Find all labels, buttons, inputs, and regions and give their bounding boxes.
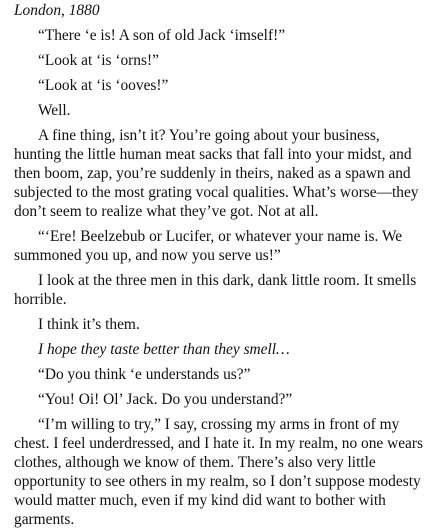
paragraph: “Do you think ‘e understands us?” [38,366,251,383]
paragraph: “‘Ere! Beelzebub or Lucifer, or whatever your name is. We summoned you up, and now you serve us!” [14,228,403,264]
italic-thought-paragraph: I hope they taste better than they smell… [38,341,290,358]
paragraph: “You! Oi! Ol’ Jack. Do you understand?” [38,391,293,408]
paragraph: “I’m willing to try,” I say, crossing my arms in front of my chest. I feel underdressed, and I hate it. In my realm, no one wears clothes, although we know of them. There’s also very little opportunity to see others in my realm, so I don’t suppose modesty would matter much, even if my kind did want to bother with garments. [14,416,423,528]
paragraph: Well. [38,102,71,119]
paragraph: “Look at ‘is ‘orns!” [38,52,159,69]
chapter-heading: London, 1880 [14,2,100,19]
paragraph: A fine thing, isn’t it? You’re going about your business, hunting the little human meat sacks that fall into your midst, and then boom, zap, you’re suddenly in theirs, naked as a spawn and subjected to the most grating vocal qualities. What’s worse—they don’t seem to realize what they’ve got. Not at all. [14,127,419,220]
paragraph: “There ‘e is! A son of old Jack ‘imself!” [38,27,286,44]
paragraph: I think it’s them. [38,316,140,333]
paragraph: “Look at ‘is ‘ooves!” [38,77,169,94]
paragraph: I look at the three men in this dark, dank little room. It smells horrible. [14,272,417,308]
